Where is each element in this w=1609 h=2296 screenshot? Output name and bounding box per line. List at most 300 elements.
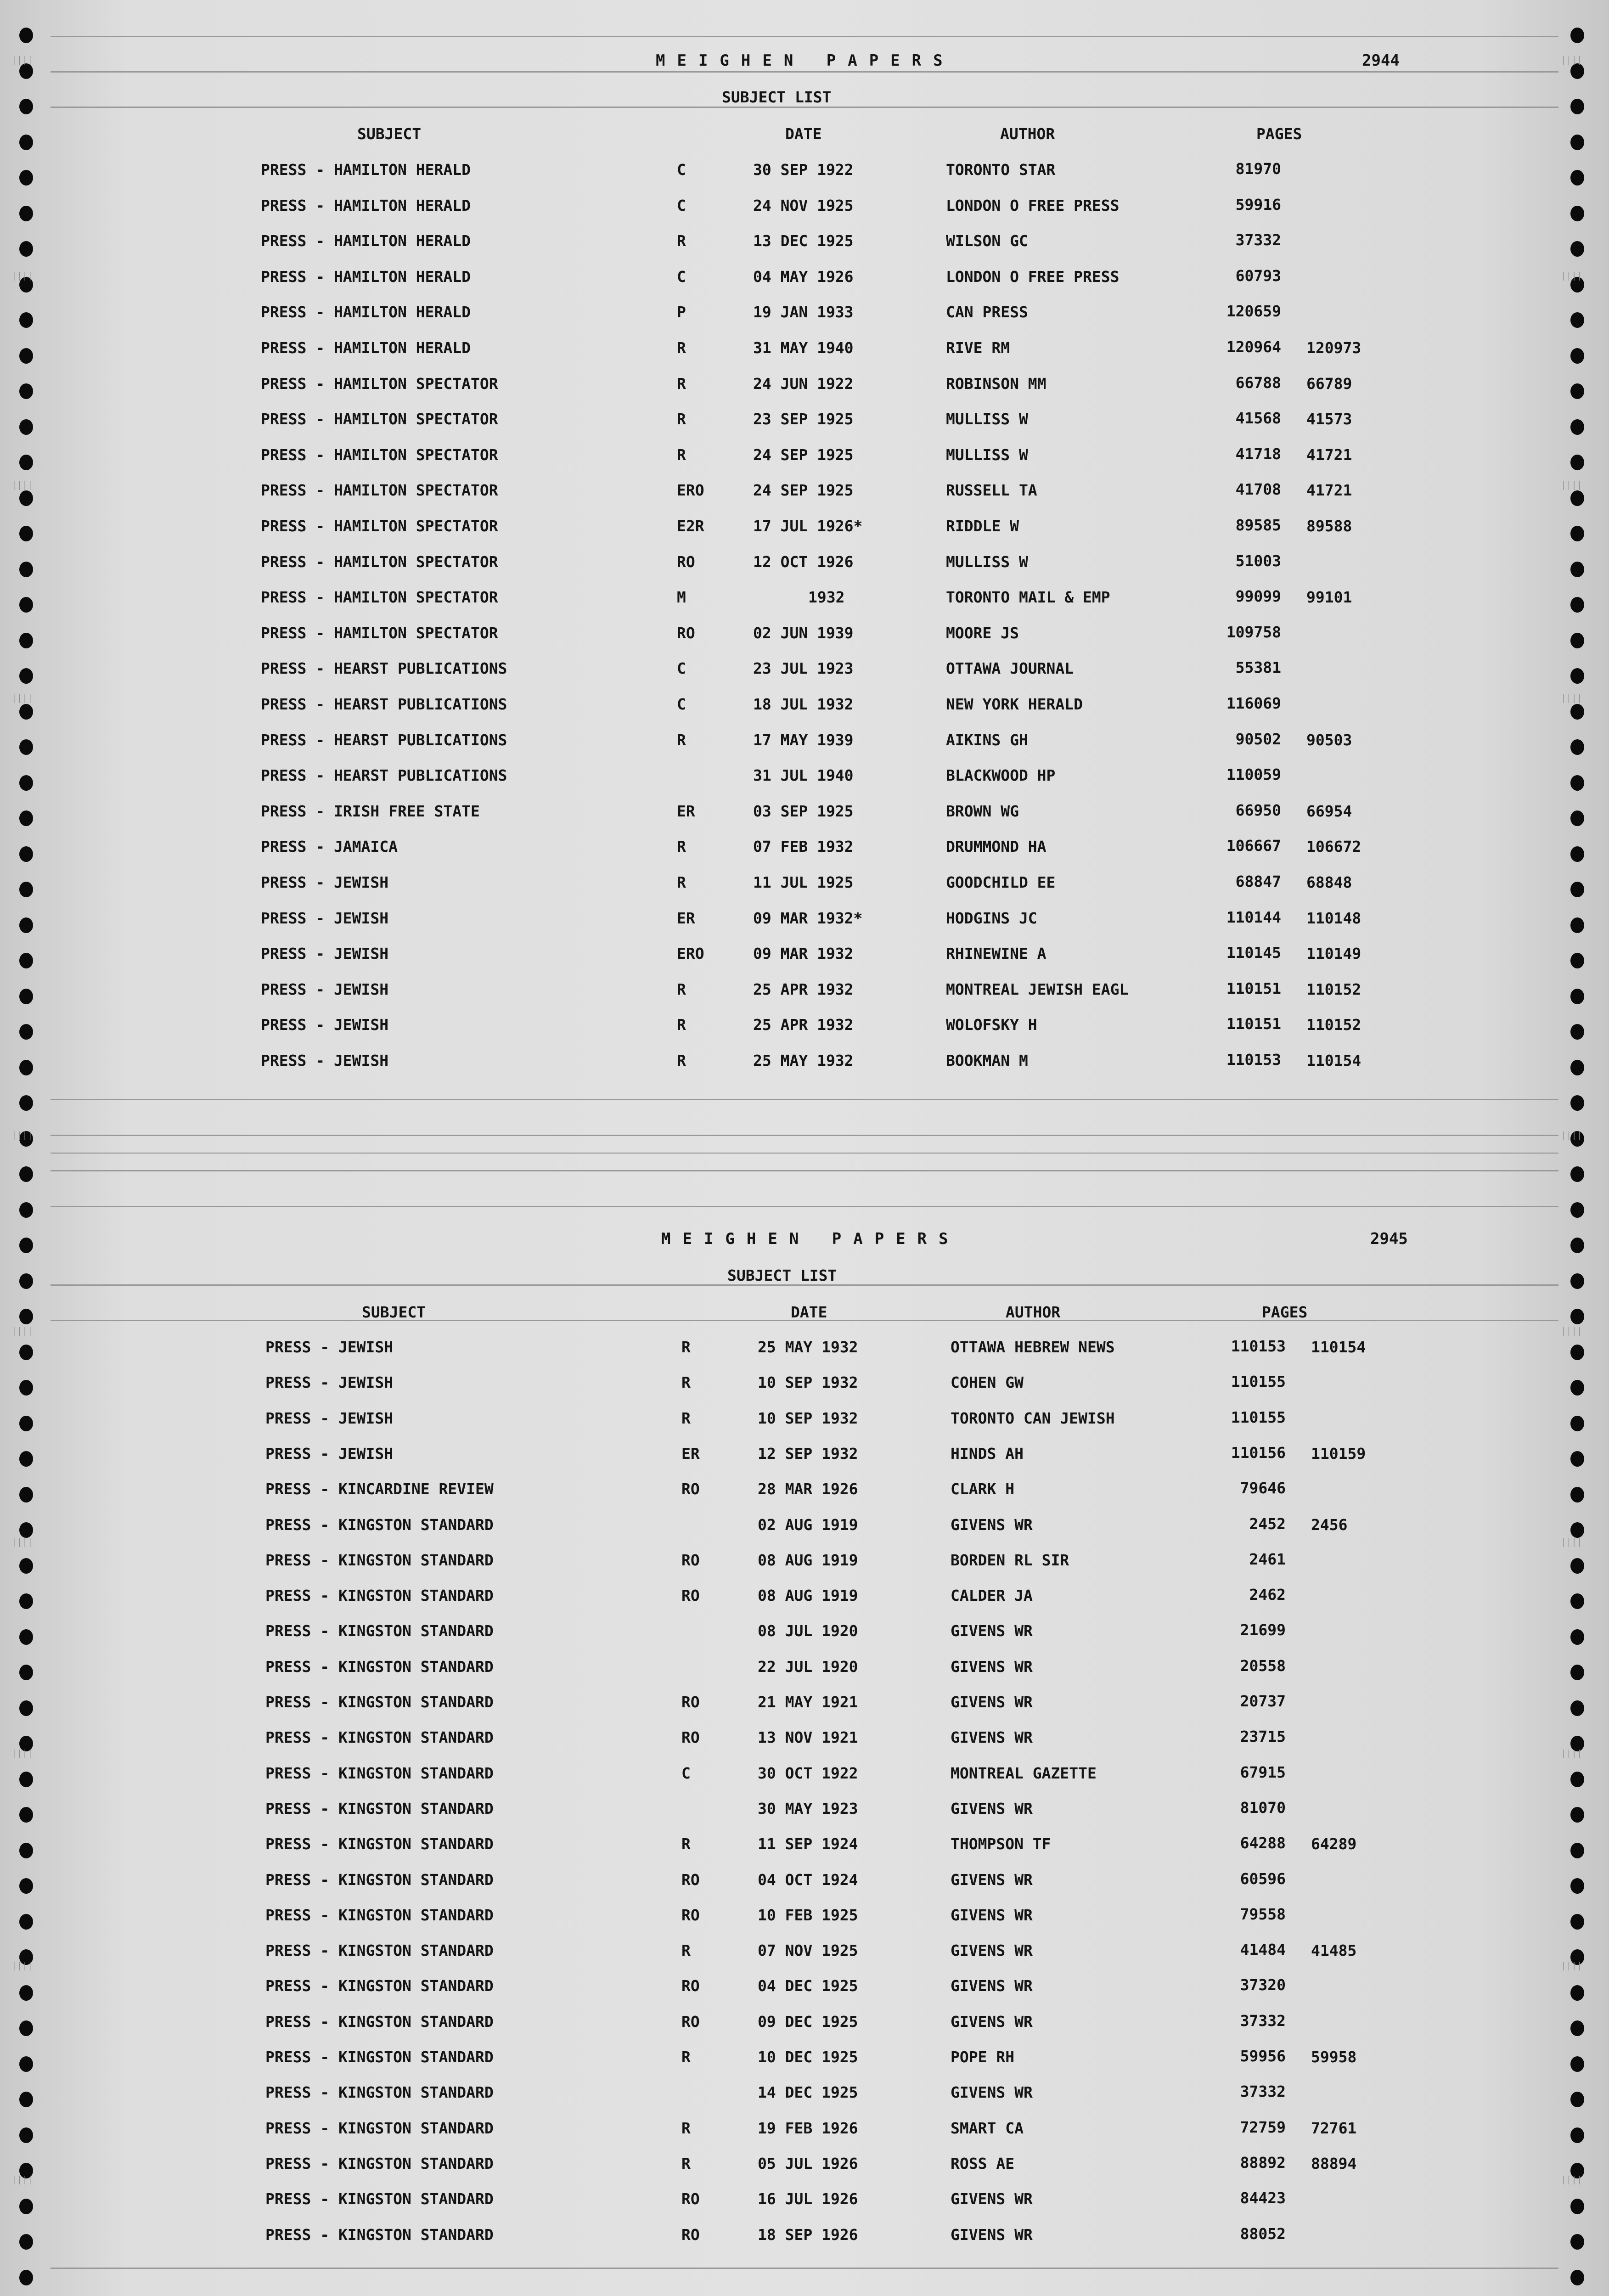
tractor-hole [19,2092,33,2107]
form-rule [51,107,1558,108]
page-to-cell: 110159 [1311,1445,1366,1463]
column-header-date: DATE [791,1303,827,1321]
subject-cell: PRESS - KINGSTON STANDARD [265,1551,494,1569]
code-cell: R [681,1338,691,1356]
date-cell: 24 NOV 1925 [753,197,854,214]
code-cell: P [677,303,686,321]
page-from-cell: 66788 [1235,374,1281,392]
perforation-tick: ││││ [12,694,34,703]
code-cell: R [681,2048,691,2066]
page-from-cell: 2461 [1249,1550,1286,1568]
tractor-hole [1570,775,1584,791]
perforation-tick: ││││ [12,2176,34,2184]
author-cell: DRUMMOND HA [946,838,1046,855]
subject-cell: PRESS - JEWISH [261,873,389,891]
page-from-cell: 110144 [1226,908,1281,926]
tractor-hole [1570,2199,1584,2214]
tractor-hole [1570,1380,1584,1396]
date-cell: 18 JUL 1932 [753,695,854,713]
tractor-hole [1570,989,1584,1004]
tractor-hole [19,1843,33,1858]
subject-cell: PRESS - JEWISH [265,1338,394,1356]
date-cell: 10 DEC 1925 [758,2048,858,2066]
tractor-hole [1570,739,1584,755]
tractor-hole [1570,1345,1584,1360]
author-cell: MOORE JS [946,624,1019,642]
column-header-pages: PAGES [1256,125,1302,143]
tractor-hole [1570,526,1584,541]
tractor-hole [1570,1416,1584,1431]
author-cell: LONDON O FREE PRESS [946,268,1120,286]
tractor-hole [1570,1522,1584,1538]
perforation-tick: ││││ [12,1538,34,1547]
page-from-cell: 68847 [1235,872,1281,890]
perforation-tick: ││││ [12,1750,34,1758]
subject-cell: PRESS - KINGSTON STANDARD [265,1516,494,1534]
code-cell: R [681,2119,691,2137]
date-cell: 31 JUL 1940 [753,766,854,784]
page-from-cell: 81070 [1240,1799,1286,1817]
date-cell: 12 OCT 1926 [753,553,854,571]
tractor-hole [1570,1273,1584,1289]
date-cell: 10 SEP 1932 [758,1373,858,1391]
column-header-date: DATE [785,125,822,143]
date-cell: 05 JUL 1926 [758,2155,858,2172]
date-cell: 04 OCT 1924 [758,1871,858,1889]
author-cell: MONTREAL GAZETTE [951,1764,1097,1782]
author-cell: LONDON O FREE PRESS [946,197,1120,214]
author-cell: TORONTO CAN JEWISH [951,1409,1115,1427]
page-from-cell: 2462 [1249,1586,1286,1604]
subject-cell: PRESS - KINGSTON STANDARD [265,1587,494,1604]
perforation-tick: ││││ [12,1327,34,1336]
tractor-hole [19,2020,33,2036]
date-cell: 07 FEB 1932 [753,838,854,855]
date-cell: 24 SEP 1925 [753,481,854,499]
form-rule [51,36,1558,37]
tractor-hole [19,989,33,1004]
tractor-hole [1570,383,1584,399]
code-cell: R [677,838,686,855]
tractor-hole [19,99,33,114]
author-cell: TORONTO MAIL & EMP [946,588,1110,606]
date-cell: 25 APR 1932 [753,1016,854,1034]
column-header-subject: SUBJECT [362,1303,426,1321]
page-from-cell: 37332 [1235,231,1281,249]
author-cell: BOOKMAN M [946,1052,1028,1069]
tractor-hole [19,63,33,79]
author-cell: RIDDLE W [946,517,1019,535]
date-cell: 08 AUG 1919 [758,1551,858,1569]
subject-cell: PRESS - HAMILTON SPECTATOR [261,375,498,393]
page-from-cell: 120659 [1226,302,1281,320]
tractor-hole [19,953,33,968]
document-title: MEIGHEN PAPERS [661,1230,960,1248]
subject-cell: PRESS - HAMILTON SPECTATOR [261,553,498,571]
subject-cell: PRESS - KINGSTON STANDARD [265,2226,494,2244]
page-from-cell: 106667 [1226,837,1281,855]
author-cell: OTTAWA HEBREW NEWS [951,1338,1115,1356]
tractor-hole [19,2199,33,2214]
code-cell: C [681,1764,691,1782]
page-to-cell: 41721 [1306,481,1352,499]
date-cell: 13 NOV 1921 [758,1728,858,1746]
page-to-cell: 66954 [1306,802,1352,820]
subject-cell: PRESS - JEWISH [265,1373,394,1391]
tractor-hole [1570,1772,1584,1787]
date-cell: 17 MAY 1939 [753,731,854,749]
tractor-hole [1570,312,1584,328]
author-cell: GOODCHILD EE [946,873,1056,891]
perforation-tick: ││││ [12,1131,34,1140]
page-from-cell: 67915 [1240,1763,1286,1781]
tractor-hole [19,135,33,150]
date-cell: 23 SEP 1925 [753,410,854,428]
tractor-hole [1570,1309,1584,1324]
page-from-cell: 37332 [1240,2082,1286,2100]
form-rule [51,1284,1558,1286]
tractor-hole [1570,490,1584,506]
tractor-hole [1570,1665,1584,1680]
tractor-hole [19,1451,33,1467]
date-cell: 1932 [808,588,845,606]
page-from-cell: 59916 [1235,196,1281,214]
tractor-hole [1570,206,1584,221]
page-from-cell: 99099 [1235,587,1281,605]
page-to-cell: 120973 [1306,339,1361,357]
code-cell: R [677,873,686,891]
author-cell: SMART CA [951,2119,1024,2137]
page-from-cell: 90502 [1235,730,1281,748]
tractor-hole [19,1878,33,1894]
date-cell: 03 SEP 1925 [753,802,854,820]
author-cell: MULLISS W [946,446,1028,464]
date-cell: 11 SEP 1924 [758,1835,858,1853]
page-from-cell: 88892 [1240,2154,1286,2172]
page-from-cell: 88052 [1240,2225,1286,2243]
tractor-hole [19,668,33,684]
tractor-hole [1570,668,1584,684]
subject-cell: PRESS - JEWISH [261,1016,389,1034]
tractor-hole [19,348,33,364]
tractor-hole [1570,1700,1584,1716]
author-cell: NEW YORK HERALD [946,695,1083,713]
subject-cell: PRESS - KINGSTON STANDARD [265,2155,494,2172]
tractor-hole [19,526,33,541]
tractor-hole [1570,846,1584,862]
tractor-hole [19,1736,33,1751]
tractor-hole [19,1309,33,1324]
code-cell: R [677,1052,686,1069]
perforation-tick: ││││ [12,481,34,490]
tractor-hole [1570,1593,1584,1609]
subject-cell: PRESS - IRISH FREE STATE [261,802,480,820]
tractor-hole [19,846,33,862]
date-cell: 10 SEP 1932 [758,1409,858,1427]
tractor-hole [1570,348,1584,364]
author-cell: MULLISS W [946,553,1028,571]
perforation-tick: ││││ [12,1962,34,1970]
subject-cell: PRESS - HAMILTON SPECTATOR [261,624,498,642]
tractor-hole [19,597,33,613]
tractor-hole [19,1273,33,1289]
code-cell: RO [681,2226,700,2244]
page-from-cell: 41484 [1240,1941,1286,1958]
subject-cell: PRESS - HEARST PUBLICATIONS [261,766,507,784]
page-from-cell: 120964 [1226,338,1281,356]
code-cell: RO [681,1871,700,1889]
subject-cell: PRESS - KINGSTON STANDARD [265,2048,494,2066]
author-cell: GIVENS WR [951,1622,1033,1640]
page-from-cell: 110059 [1226,765,1281,783]
subject-cell: PRESS - JEWISH [261,1052,389,1069]
date-cell: 02 JUN 1939 [753,624,854,642]
subject-cell: PRESS - HAMILTON SPECTATOR [261,588,498,606]
author-cell: WILSON GC [946,232,1028,250]
date-cell: 25 MAY 1932 [753,1052,854,1069]
tractor-hole [1570,2020,1584,2036]
page-from-cell: 81970 [1235,160,1281,178]
tractor-hole [19,775,33,791]
subject-cell: PRESS - KINGSTON STANDARD [265,1693,494,1711]
tractor-hole [19,312,33,328]
author-cell: WOLOFSKY H [946,1016,1037,1034]
page-to-cell: 110154 [1311,1338,1366,1356]
form-rule [51,1135,1558,1136]
author-cell: RUSSELL TA [946,481,1037,499]
page-from-cell: 55381 [1235,658,1281,676]
page-to-cell: 110152 [1306,1016,1361,1034]
list-subtitle: SUBJECT LIST [727,1266,837,1284]
code-cell: RO [677,624,695,642]
date-cell: 30 MAY 1923 [758,1800,858,1818]
date-cell: 30 OCT 1922 [758,1764,858,1782]
author-cell: GIVENS WR [951,2190,1033,2208]
author-cell: CALDER JA [951,1587,1033,1604]
tractor-hole [19,1202,33,1218]
tractor-hole [1570,1843,1584,1858]
perforation-tick: ││││ [1561,272,1583,281]
subject-cell: PRESS - JEWISH [261,909,389,927]
code-cell: R [681,1373,691,1391]
code-cell: ERO [677,481,704,499]
tractor-hole [19,1593,33,1609]
page-to-cell: 90503 [1306,731,1352,749]
tractor-hole [1570,2127,1584,2143]
subject-cell: PRESS - KINGSTON STANDARD [265,1800,494,1818]
author-cell: OTTAWA JOURNAL [946,659,1074,677]
tractor-hole [19,1024,33,1040]
author-cell: COHEN GW [951,1373,1024,1391]
page-to-cell: 88894 [1311,2155,1357,2172]
tractor-hole [19,2234,33,2250]
author-cell: ROSS AE [951,2155,1015,2172]
page-from-cell: 110156 [1231,1444,1286,1462]
date-cell: 22 JUL 1920 [758,1658,858,1676]
date-cell: 12 SEP 1932 [758,1445,858,1463]
subject-cell: PRESS - HEARST PUBLICATIONS [261,659,507,677]
author-cell: AIKINS GH [946,731,1028,749]
tractor-hole [1570,135,1584,150]
author-cell: CLARK H [951,1480,1015,1498]
page-from-cell: 51003 [1235,552,1281,570]
perforation-tick: ││││ [12,272,34,281]
tractor-hole [1570,2270,1584,2285]
page-to-cell: 68848 [1306,873,1352,891]
perforation-line [51,1153,1558,1154]
page-from-cell: 79558 [1240,1905,1286,1923]
subject-cell: PRESS - JEWISH [261,980,389,998]
column-header-author: AUTHOR [1000,125,1055,143]
perforation-tick: ││││ [1561,1750,1583,1758]
date-cell: 23 JUL 1923 [753,659,854,677]
code-cell: RO [681,1587,700,1604]
code-cell: R [677,232,686,250]
tractor-hole [19,917,33,933]
page-from-cell: 20737 [1240,1692,1286,1710]
page-from-cell: 2452 [1249,1515,1286,1533]
tractor-hole [19,28,33,43]
subject-cell: PRESS - JAMAICA [261,838,398,855]
code-cell: R [677,410,686,428]
page-from-cell: 60596 [1240,1870,1286,1888]
perforation-tick: ││││ [1561,1962,1583,1970]
document-title: MEIGHEN PAPERS [656,51,955,70]
date-cell: 31 MAY 1940 [753,339,854,357]
author-cell: GIVENS WR [951,1658,1033,1676]
perforation-tick: ││││ [1561,1538,1583,1547]
subject-cell: PRESS - HAMILTON HERALD [261,303,471,321]
author-cell: BORDEN RL SIR [951,1551,1069,1569]
date-cell: 28 MAR 1926 [758,1480,858,1498]
code-cell: RO [681,1728,700,1746]
author-cell: GIVENS WR [951,1728,1033,1746]
page-from-cell: 41568 [1235,409,1281,427]
author-cell: CAN PRESS [946,303,1028,321]
date-cell: 24 SEP 1925 [753,446,854,464]
date-cell: 24 JUN 1922 [753,375,854,393]
tractor-hole [19,1558,33,1574]
tractor-hole [19,633,33,648]
tractor-hole [1570,1736,1584,1751]
page-from-cell: 110151 [1226,1015,1281,1033]
author-cell: GIVENS WR [951,1693,1033,1711]
date-cell: 10 FEB 1925 [758,1906,858,1924]
form-rule [51,2268,1558,2269]
subject-cell: PRESS - KINGSTON STANDARD [265,1906,494,1924]
tractor-hole [1570,810,1584,826]
tractor-hole [19,562,33,577]
form-rule [51,1099,1558,1100]
tractor-hole [1570,1238,1584,1253]
page-from-cell: 37332 [1240,2012,1286,2030]
date-cell: 09 DEC 1925 [758,2013,858,2031]
date-cell: 19 JAN 1933 [753,303,854,321]
tractor-hole [19,1345,33,1360]
form-rule [51,1206,1558,1207]
tractor-hole [19,170,33,186]
subject-cell: PRESS - KINGSTON STANDARD [265,1835,494,1853]
tractor-hole [19,206,33,221]
subject-cell: PRESS - HEARST PUBLICATIONS [261,695,507,713]
page-from-cell: 41718 [1235,445,1281,463]
date-cell: 19 FEB 1926 [758,2119,858,2137]
code-cell: ER [677,802,695,820]
page-to-cell: 41721 [1306,446,1352,464]
subject-cell: PRESS - KINGSTON STANDARD [265,2119,494,2137]
perforation-tick: ││││ [1561,2176,1583,2184]
tractor-hole [1570,1878,1584,1894]
date-cell: 14 DEC 1925 [758,2083,858,2101]
code-cell: RO [681,1693,700,1711]
tractor-hole [1570,562,1584,577]
tractor-hole [1570,28,1584,43]
page-from-cell: 59956 [1240,2047,1286,2065]
tractor-hole [19,2127,33,2143]
tractor-hole [19,810,33,826]
author-cell: GIVENS WR [951,1800,1033,1818]
tractor-hole [19,490,33,506]
tractor-hole [19,1060,33,1075]
page-to-cell: 110152 [1306,980,1361,998]
subject-cell: PRESS - KINGSTON STANDARD [265,1871,494,1889]
subject-cell: PRESS - JEWISH [265,1409,394,1427]
page-to-cell: 106672 [1306,838,1361,855]
subject-cell: PRESS - HAMILTON HERALD [261,161,471,179]
tractor-hole [19,1772,33,1787]
page-from-cell: 116069 [1226,694,1281,712]
code-cell: R [677,446,686,464]
tractor-hole [19,1380,33,1396]
form-rule [51,1170,1558,1171]
date-cell: 25 MAY 1932 [758,1338,858,1356]
code-cell: R [677,1016,686,1034]
tractor-hole [19,383,33,399]
author-cell: HODGINS JC [946,909,1037,927]
tractor-hole [1570,99,1584,114]
author-cell: GIVENS WR [951,1977,1033,1995]
author-cell: THOMPSON TF [951,1835,1051,1853]
tractor-hole [1570,597,1584,613]
column-header-author: AUTHOR [1006,1303,1061,1321]
subject-cell: PRESS - HAMILTON SPECTATOR [261,410,498,428]
tractor-hole [1570,2056,1584,2072]
tractor-hole [1570,633,1584,648]
tractor-hole [19,2056,33,2072]
page-to-cell: 72761 [1311,2119,1357,2137]
page-from-cell: 60793 [1235,267,1281,285]
subject-cell: PRESS - HAMILTON SPECTATOR [261,481,498,499]
tractor-hole [1570,1095,1584,1111]
code-cell: ER [677,909,695,927]
page-from-cell: 79646 [1240,1479,1286,1497]
code-cell: C [677,659,686,677]
author-cell: GIVENS WR [951,1906,1033,1924]
author-cell: GIVENS WR [951,1516,1033,1534]
subject-cell: PRESS - HAMILTON HERALD [261,339,471,357]
date-cell: 09 MAR 1932 [753,945,854,962]
date-cell: 09 MAR 1932* [753,909,863,927]
author-cell: MULLISS W [946,410,1028,428]
code-cell: RO [681,1480,700,1498]
code-cell: R [677,375,686,393]
tractor-hole [19,1700,33,1716]
code-cell: R [681,1835,691,1853]
author-cell: HINDS AH [951,1445,1024,1463]
page-to-cell: 110148 [1306,909,1361,927]
tractor-hole [1570,1202,1584,1218]
code-cell: R [677,731,686,749]
